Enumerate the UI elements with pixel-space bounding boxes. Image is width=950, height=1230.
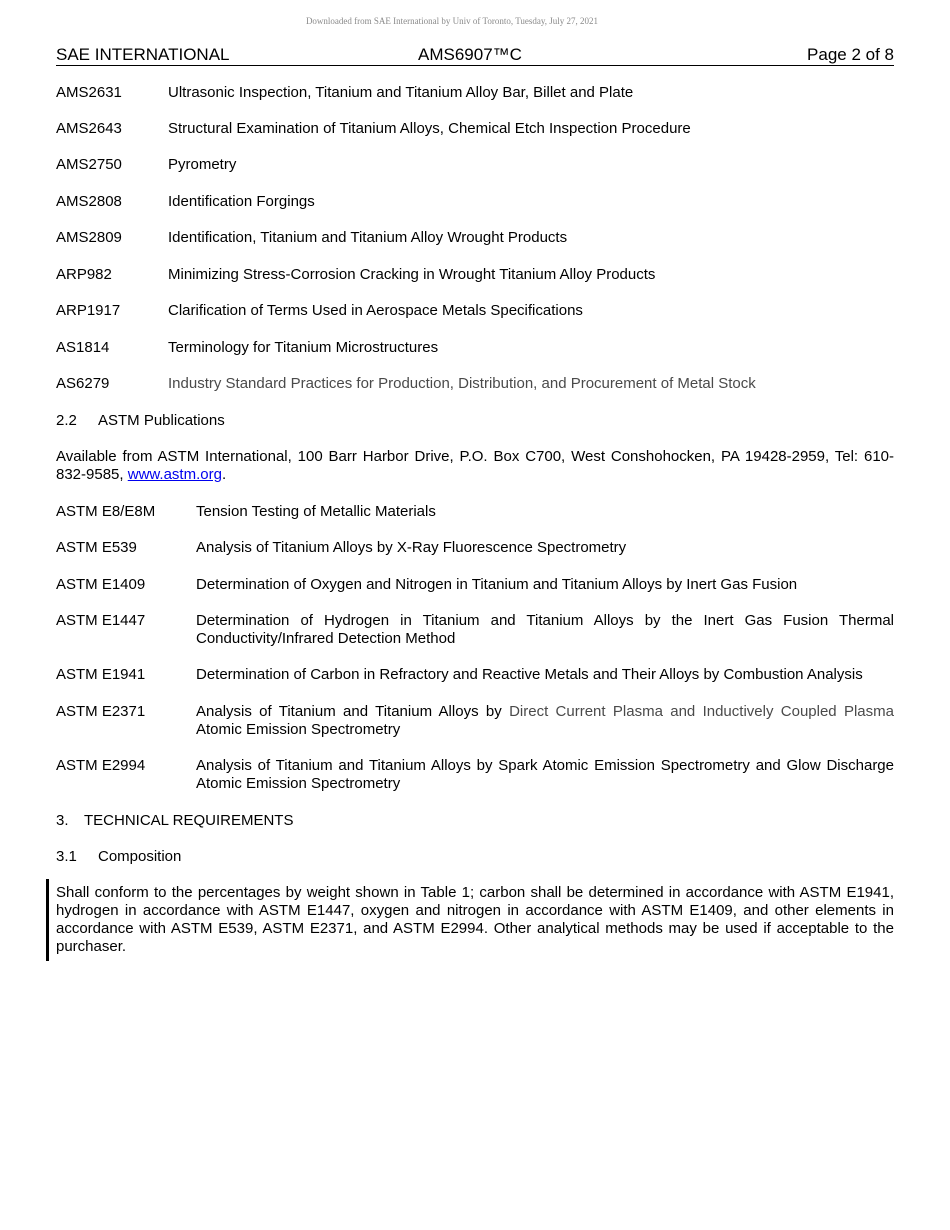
section-title: ASTM Publications xyxy=(98,412,225,429)
reference-code: AMS2750 xyxy=(56,156,122,173)
reference-code: AMS2809 xyxy=(56,229,122,246)
revision-change-bar xyxy=(46,879,49,961)
section-heading-3 xyxy=(56,812,293,830)
reference-title: Pyrometry xyxy=(168,156,237,173)
reference-code: ASTM E1941 xyxy=(56,666,146,683)
reference-title: Determination of Hydrogen in Titanium and Titanium Alloys by the Inert Gas Fusion Thermal Conductivity/Infrared Detection Method xyxy=(196,612,894,647)
header-document-number: AMS6907™C xyxy=(418,45,522,64)
reference-code: ASTM E1447 xyxy=(56,612,146,629)
reference-title: Structural Examination of Titanium Alloys, Chemical Etch Inspection Procedure xyxy=(168,120,691,137)
reference-title: Identification, Titanium and Titanium Alloy Wrought Products xyxy=(168,229,568,246)
reference-title: Clarification of Terms Used in Aerospace Metals Specifications xyxy=(168,302,583,319)
section-number: 3.1 xyxy=(56,848,77,865)
reference-code: ASTM E8/E8M xyxy=(56,503,156,520)
reference-code: AS6279 xyxy=(56,375,110,392)
reference-code: ASTM E539 xyxy=(56,539,137,556)
section-title: Composition xyxy=(98,848,182,865)
reference-code: ARP1917 xyxy=(56,302,121,319)
reference-title-part: Analysis of Titanium and Titanium Alloys by xyxy=(196,703,510,720)
reference-title-part: Direct Current Plasma and Inductively Coupled Plasma xyxy=(509,703,894,720)
astm-website-link[interactable]: www.astm.org xyxy=(127,466,222,483)
reference-title: Terminology for Titanium Microstructures xyxy=(168,339,439,356)
reference-code: ASTM E2994 xyxy=(56,757,146,774)
reference-code: AMS2643 xyxy=(56,120,122,137)
reference-code: ASTM E2371 xyxy=(56,703,146,720)
page-header xyxy=(56,45,894,66)
reference-title xyxy=(196,703,894,739)
section-title: TECHNICAL REQUIREMENTS xyxy=(84,812,294,829)
availability-text: Available from ASTM International, 100 Barr Harbor Drive, P.O. Box C700, West Conshohocken, PA 19428-2959, Tel: 610-832-9585, xyxy=(56,448,894,483)
section-number: 2.2 xyxy=(56,412,77,429)
reference-title-part: Atomic Emission Spectrometry xyxy=(196,721,401,738)
reference-code: ASTM E1409 xyxy=(56,576,146,593)
section-number: 3. xyxy=(56,812,69,829)
reference-title: Industry Standard Practices for Production, Distribution, and Procurement of Metal Stock xyxy=(168,375,756,392)
reference-title: Determination of Oxygen and Nitrogen in Titanium and Titanium Alloys by Inert Gas Fusion xyxy=(196,576,798,593)
availability-trailing: . xyxy=(221,466,227,483)
header-page-number: Page 2 of 8 xyxy=(807,45,894,64)
header-organization: SAE INTERNATIONAL xyxy=(56,45,230,64)
reference-title: Minimizing Stress-Corrosion Cracking in Wrought Titanium Alloy Products xyxy=(168,266,656,283)
reference-title: Determination of Carbon in Refractory and Reactive Metals and Their Alloys by Combustion Analysis xyxy=(196,666,863,683)
download-watermark: Downloaded from SAE International by Univ of Toronto, Tuesday, July 27, 2021 xyxy=(305,16,599,26)
reference-title: Ultrasonic Inspection, Titanium and Titanium Alloy Bar, Billet and Plate xyxy=(168,84,634,101)
section-heading-3-1 xyxy=(56,848,181,866)
astm-availability-paragraph xyxy=(56,448,894,484)
reference-code: ARP982 xyxy=(56,266,112,283)
reference-title: Analysis of Titanium Alloys by X-Ray Fluorescence Spectrometry xyxy=(196,539,627,556)
reference-code: AS1814 xyxy=(56,339,110,356)
section-heading-2-2 xyxy=(56,412,225,430)
reference-code: AMS2631 xyxy=(56,84,122,101)
reference-title: Analysis of Titanium and Titanium Alloys by Spark Atomic Emission Spectrometry and Glow Discharge Atomic Emission Spectrometry xyxy=(196,757,894,792)
composition-paragraph: Shall conform to the percentages by weight shown in Table 1; carbon shall be determined in accordance with ASTM E1941, hydrogen in accordance with ASTM E1447, oxygen and nitrogen in accordance with ASTM E1409, and other elements in accordance with ASTM E539, ASTM E2371, and ASTM E2994. Other analytical methods may be used if acceptable to the purchaser. xyxy=(56,884,894,955)
reference-code: AMS2808 xyxy=(56,193,122,210)
reference-title: Identification Forgings xyxy=(168,193,315,210)
reference-title: Tension Testing of Metallic Materials xyxy=(196,503,436,520)
